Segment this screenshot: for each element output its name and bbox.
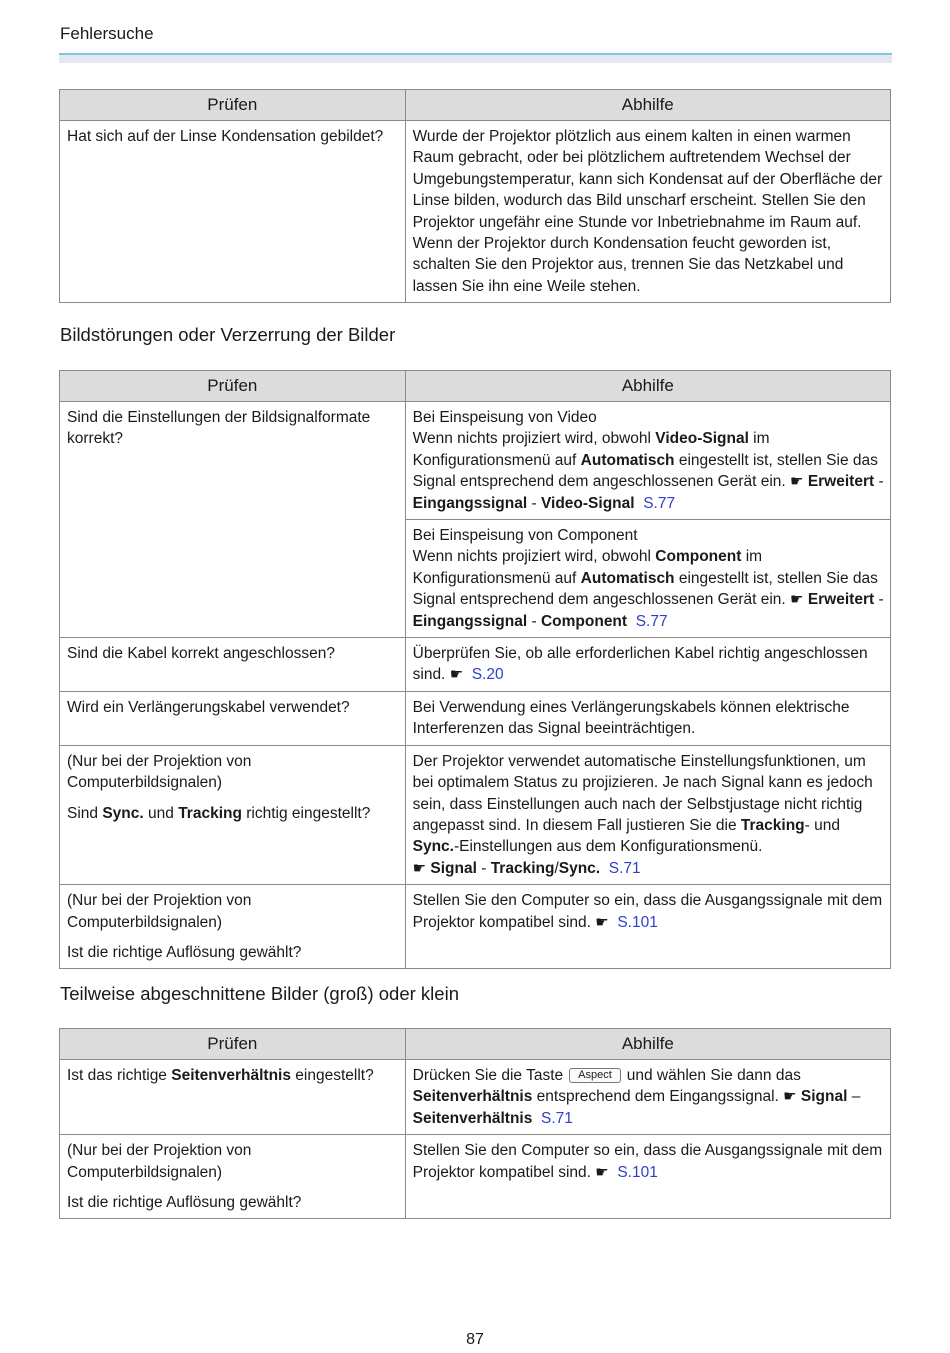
remedy-cell xyxy=(405,885,890,969)
remedy-intro: Bei Einspeisung von Component xyxy=(412,527,638,545)
menu-term: Sync. xyxy=(102,804,144,822)
page-reference-link[interactable]: S.71 xyxy=(541,1109,573,1127)
remedy-text: entsprechend dem Eingangssignal. xyxy=(532,1088,784,1106)
menu-term: Erweitert xyxy=(807,473,875,491)
menu-term: Seitenverhältnis xyxy=(171,1067,291,1084)
remedy-cell xyxy=(405,745,890,884)
remedy-text: -Einstellungen aus dem Konfigurationsmenü. xyxy=(453,838,763,856)
remedy-cell: Bei Verwendung eines Verlängerungskabels können elektrische Interferenzen das Signal beeinträchtigen. xyxy=(405,691,890,745)
remedy-text: Stellen Sie den Computer so ein, dass die Ausgangssignale mit dem Projektor kompatibel sind. xyxy=(412,892,883,931)
menu-term: Signal xyxy=(800,1088,848,1106)
menu-term: Automatisch xyxy=(580,569,675,587)
menu-term: Seitenverhältnis xyxy=(412,1109,533,1127)
check-cell: Wird ein Verlängerungskabel verwendet? xyxy=(60,691,406,745)
column-header-remedy: Abhilfe xyxy=(405,1029,890,1060)
check-text: Ist die richtige Auflösung gewählt? xyxy=(67,943,302,961)
separator: – xyxy=(847,1088,861,1106)
check-text: und xyxy=(143,804,179,822)
column-header-check: Prüfen xyxy=(60,1029,406,1060)
menu-term: Component xyxy=(540,612,628,630)
check-cell: Hat sich auf der Linse Kondensation gebildet? xyxy=(60,121,406,303)
remedy-text: Drücken Sie die Taste xyxy=(412,1067,564,1084)
remedy-cell xyxy=(405,1135,890,1219)
page-reference-link[interactable]: S.77 xyxy=(635,612,668,630)
menu-term: Tracking xyxy=(740,816,805,834)
remedy-text: Überprüfen Sie, ob alle erforderlichen Kabel richtig angeschlossen sind. xyxy=(412,645,868,684)
troubleshooting-table-distortion xyxy=(59,370,891,969)
check-text: Ist die richtige Auflösung gewählt? xyxy=(67,1194,302,1212)
remedy-intro: Bei Einspeisung von Video xyxy=(412,409,597,426)
page-reference-link[interactable]: S.71 xyxy=(608,859,641,877)
column-header-remedy: Abhilfe xyxy=(405,371,890,402)
menu-term: Eingangssignal xyxy=(412,494,528,512)
menu-term: Tracking xyxy=(490,859,555,877)
column-header-check: Prüfen xyxy=(60,371,406,402)
table-row xyxy=(60,121,891,303)
table-row xyxy=(60,691,891,745)
remedy-cell-component xyxy=(405,520,890,638)
menu-term: Eingangssignal xyxy=(412,612,528,630)
page-header-title: Fehlersuche xyxy=(60,24,154,43)
troubleshooting-table-condensation xyxy=(59,89,891,303)
remedy-cell-video xyxy=(405,402,890,520)
table-header-row xyxy=(60,371,891,402)
table-header-row xyxy=(60,1029,891,1060)
separator: - xyxy=(874,473,884,491)
menu-term: Sync. xyxy=(558,859,601,877)
check-cell xyxy=(60,745,406,884)
menu-term: Component xyxy=(655,548,742,566)
check-note: (Nur bei der Projektion von Computerbildsignalen) xyxy=(67,752,252,792)
section-title-image-distortion: Bildstörungen oder Verzerrung der Bilder xyxy=(60,324,396,345)
aspect-key-button: Aspect xyxy=(569,1068,621,1083)
menu-term: Tracking xyxy=(178,804,242,822)
page-reference-link[interactable]: S.101 xyxy=(617,1163,658,1181)
menu-term: Signal xyxy=(430,859,477,877)
check-cell xyxy=(60,1060,406,1135)
check-cell: Sind die Kabel korrekt angeschlossen? xyxy=(60,638,406,692)
remedy-text: und wählen Sie dann das xyxy=(626,1067,801,1084)
remedy-text: eingestellt ist, stellen Sie das Signal entsprechend dem angeschlossenen Gerät ein. xyxy=(412,569,878,609)
separator: - xyxy=(527,494,541,512)
remedy-cell xyxy=(405,1060,890,1135)
check-note: (Nur bei der Projektion von Computerbildsignalen) xyxy=(67,892,252,931)
troubleshooting-table-cropping xyxy=(59,1028,891,1219)
section-title-cropped-images: Teilweise abgeschnittene Bilder (groß) oder klein xyxy=(60,983,459,1004)
check-text: Sind xyxy=(67,804,103,822)
remedy-cell: Wurde der Projektor plötzlich aus einem kalten in einen warmen Raum gebracht, oder bei plötzlichem auftretendem Wechsel der Umgebungstemperatur, kann sich Kondensat auf der Oberfläche der Linse bilden, wodurch das Bild unscharf erscheint. Stellen Sie den Projektor ungefähr eine Stunde vor Inbetriebnahme im Raum auf. Wenn der Projektor durch Kondensation feucht geworden ist, schalten Sie den Projektor aus, trennen Sie das Netzkabel und lassen Sie ihn eine Weile stehen. xyxy=(405,121,890,303)
pointing-hand-icon: ☛ xyxy=(595,1163,609,1181)
remedy-text: Wenn nichts projiziert wird, obwohl xyxy=(412,430,656,448)
table-row xyxy=(60,1135,891,1219)
pointing-hand-icon: ☛ xyxy=(449,666,464,684)
table-row xyxy=(60,885,891,969)
page-reference-link[interactable]: S.101 xyxy=(617,913,658,931)
pointing-hand-icon: ☛ xyxy=(790,591,804,609)
check-cell xyxy=(60,885,406,969)
separator: - xyxy=(874,591,884,609)
remedy-text: eingestellt ist, stellen Sie das Signal entsprechend dem angeschlossenen Gerät ein. xyxy=(412,451,878,491)
pointing-hand-icon: ☛ xyxy=(595,913,609,931)
check-cell: Sind die Einstellungen der Bildsignalformate korrekt? xyxy=(60,402,406,638)
table-row xyxy=(60,402,891,520)
remedy-cell xyxy=(405,638,890,692)
menu-term: Seitenverhältnis xyxy=(412,1088,533,1106)
check-text: richtig eingestellt? xyxy=(241,804,371,822)
check-note: (Nur bei der Projektion von Computerbildsignalen) xyxy=(67,1142,252,1181)
table-header-row xyxy=(60,90,891,121)
remedy-text: Wenn nichts projiziert wird, obwohl xyxy=(412,548,656,566)
check-cell xyxy=(60,1135,406,1219)
check-text: Ist das richtige xyxy=(67,1067,172,1084)
remedy-text: - und xyxy=(804,816,840,834)
header-divider xyxy=(59,53,892,63)
remedy-text: im Konfigurationsmenü auf xyxy=(412,548,763,587)
remedy-text: Der Projektor verwendet automatische Einstellungsfunktionen, um bei optimalem Status zu projizieren. Je nach Signal kann es jedoch sein, dass Einstellungen auch nach der Selbstjustage nicht richtig angepasst sind. In diesem Fall justieren Sie die xyxy=(412,752,873,834)
remedy-text: Stellen Sie den Computer so ein, dass die Ausgangssignale mit dem Projektor kompatibel sind. xyxy=(412,1142,883,1181)
remedy-text: im Konfigurationsmenü auf xyxy=(412,430,770,469)
check-text: eingestellt? xyxy=(291,1067,374,1084)
page-number: 87 xyxy=(466,1331,484,1348)
menu-term: Erweitert xyxy=(807,591,875,609)
separator: / xyxy=(554,859,559,877)
separator: - xyxy=(476,859,491,877)
menu-term: Video-Signal xyxy=(655,430,749,448)
pointing-hand-icon: ☛ xyxy=(783,1088,797,1106)
column-header-check: Prüfen xyxy=(60,90,406,121)
menu-term: Video-Signal xyxy=(540,494,635,512)
separator: - xyxy=(527,612,541,630)
menu-term: Sync. xyxy=(412,838,454,856)
table-row xyxy=(60,1060,891,1135)
menu-term: Automatisch xyxy=(580,451,675,469)
page-reference-link[interactable]: S.20 xyxy=(471,666,504,684)
page-reference-link[interactable]: S.77 xyxy=(643,494,676,512)
column-header-remedy: Abhilfe xyxy=(405,90,890,121)
table-row xyxy=(60,638,891,692)
pointing-hand-icon: ☛ xyxy=(412,859,427,877)
table-row xyxy=(60,745,891,884)
pointing-hand-icon: ☛ xyxy=(790,473,804,491)
